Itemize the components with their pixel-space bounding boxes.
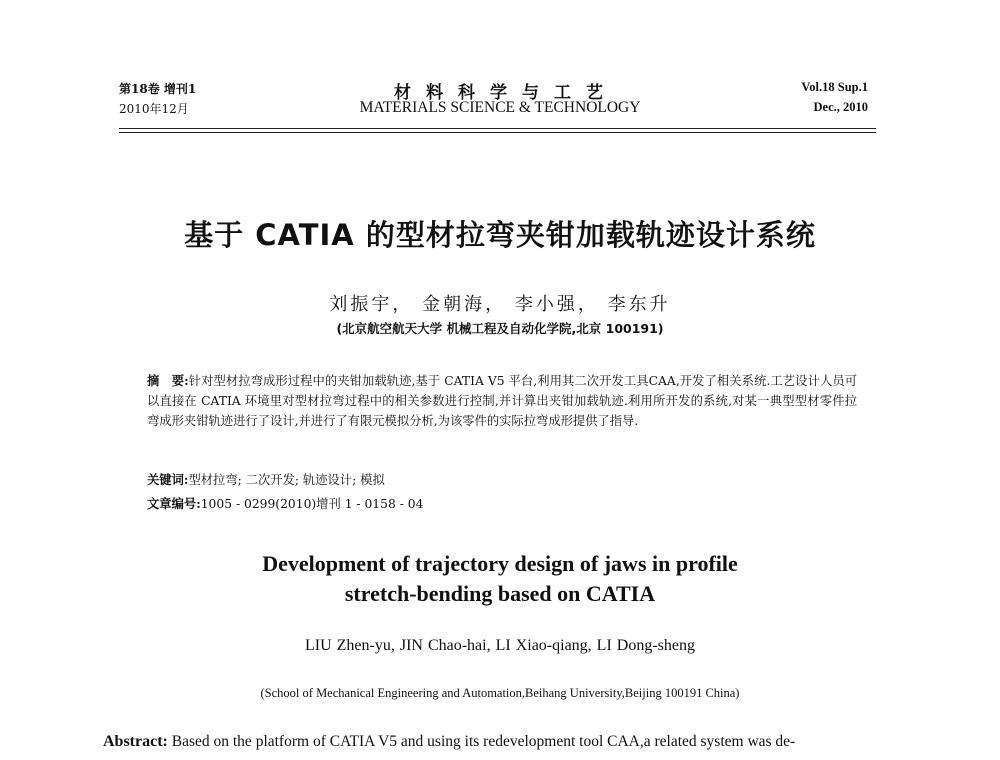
- keywords-cn-text: 型材拉弯; 二次开发; 轨迹设计; 模拟: [188, 473, 385, 487]
- abstract-cn-label: 摘 要:: [147, 373, 189, 388]
- abstract-en: [103, 733, 903, 751]
- journal-title-cn: 材料科学与工艺: [394, 83, 618, 103]
- journal-title-en: MATERIALS SCIENCE & TECHNOLOGY: [359, 99, 641, 116]
- article-title-en-line2: stretch-bending based on CATIA: [344, 581, 656, 606]
- volume-issue: 第18卷 增刊1: [119, 82, 197, 96]
- abstract-en-label: Abstract:: [103, 733, 168, 750]
- authors-cn: 刘振宇， 金朝海， 李小强， 李东升: [329, 294, 671, 315]
- header-rule-second: [119, 132, 876, 133]
- keywords-cn: [147, 470, 385, 488]
- article-number-text: 1005 - 0299(2010)增刊 1 - 0158 - 04: [200, 497, 424, 511]
- article-title-cn: 基于 CATIA 的型材拉弯夹钳加载轨迹设计系统: [184, 218, 816, 252]
- volume-issue-en: Vol.18 Sup.1: [801, 80, 868, 94]
- affiliation-en: (School of Mechanical Engineering and Automation,Beihang University,Beijing 100191 China): [260, 686, 740, 700]
- authors-en: LIU Zhen-yu, JIN Chao-hai, LI Xiao-qiang, LI Dong-sheng: [304, 637, 695, 654]
- abstract-cn: [147, 371, 857, 431]
- article-title-en: [0, 549, 1000, 609]
- keywords-cn-label: 关键词:: [147, 472, 189, 487]
- abstract-en-text: Based on the platform of CATIA V5 and using its redevelopment tool CAA,a related system was de-: [171, 733, 796, 750]
- affiliation-cn: (北京航空航天大学 机械工程及自动化学院,北京 100191): [336, 321, 664, 336]
- header-rule: [119, 128, 876, 129]
- article-number-label: 文章编号:: [147, 496, 201, 511]
- publication-date: 2010年12月: [119, 102, 189, 116]
- publication-date-en: Dec., 2010: [813, 100, 868, 114]
- article-title-en-line1: Development of trajectory design of jaws in profile: [262, 551, 738, 576]
- abstract-cn-text: 针对型材拉弯成形过程中的夹钳加载轨迹,基于 CATIA V5 平台,利用其二次开发工具CAA,开发了相关系统.工艺设计人员可以直接在 CATIA 环境里对型材拉弯过程中的相关参数进行控制,并计算出夹钳加载轨迹.利用所开发的系统,对某一典型型材零件拉弯成形夹钳轨迹进行了设计,并进行了有限元模拟分析,为该零件的实际拉弯成形提供了指导.: [147, 374, 857, 428]
- article-number: [147, 494, 423, 512]
